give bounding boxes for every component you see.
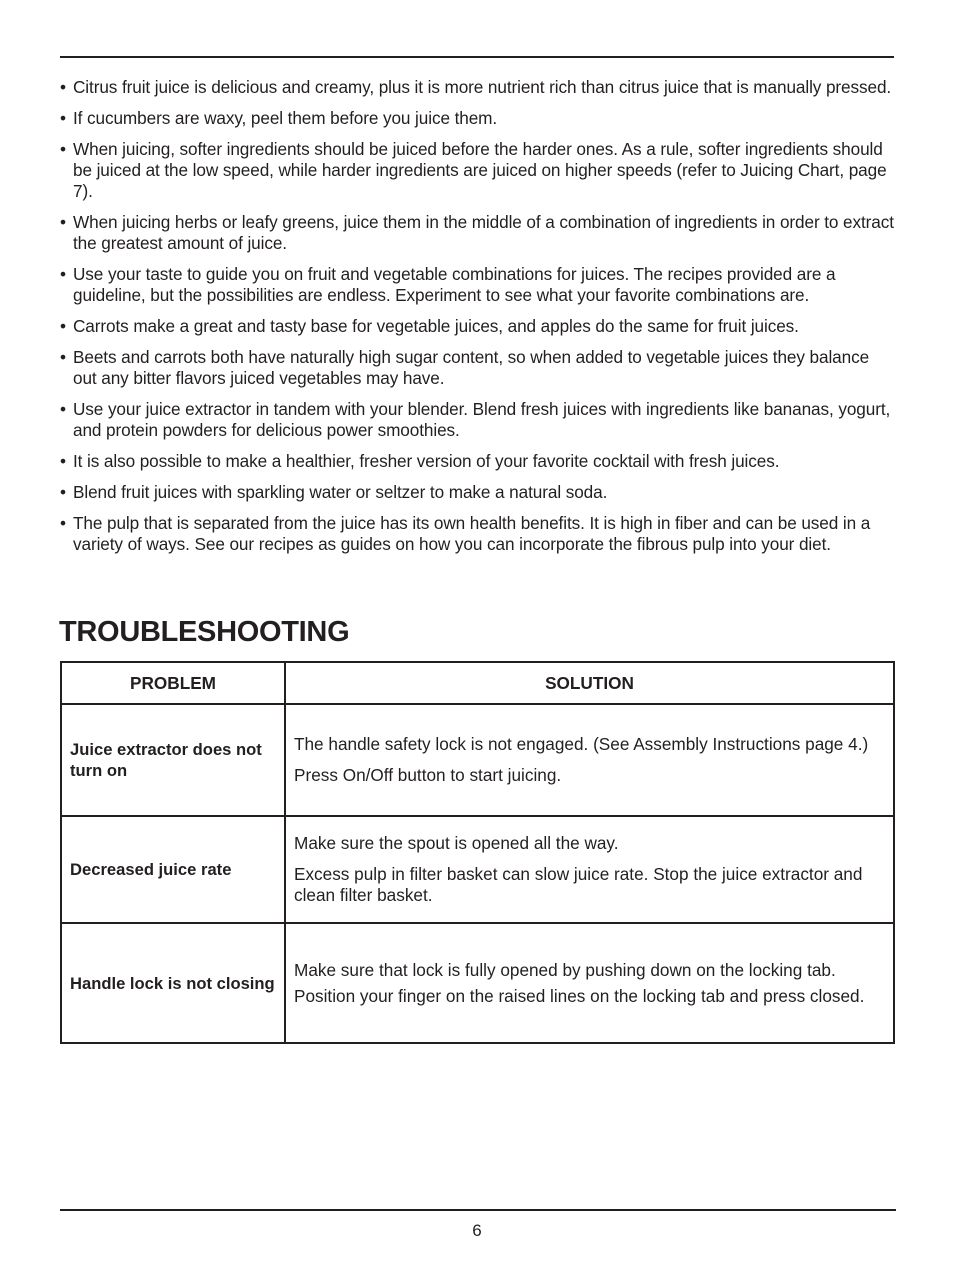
problem-cell: Decreased juice rate [61,816,285,923]
solution-text: Make sure the spout is opened all the way. [294,833,619,853]
solution-text: Make sure that lock is fully opened by pushing down on the locking tab. [294,959,836,980]
tip-item: • When juicing herbs or leafy greens, juice them in the middle of a combination of ingredients in order to extract the greatest amount of juice. [60,212,896,254]
tip-item: • Blend fruit juices with sparkling water or seltzer to make a natural soda. [60,482,896,503]
tip-item: • Use your taste to guide you on fruit and vegetable combinations for juices. The recipes provided are a guideline, but the possibilities are endless. Experiment to see what your favorite combinations are. [60,264,896,306]
tip-item: • When juicing, softer ingredients should be juiced before the harder ones. As a rule, softer ingredients should be juiced at the low speed, while harder ingredients are juiced on higher speeds (refer to Juicing Chart, page 7). [60,139,896,202]
tips-list [60,77,896,565]
solution-text: Press On/Off button to start juicing. [294,765,562,785]
solution-column-header: SOLUTION [285,662,894,704]
solution-cell [285,816,894,923]
solution-cell [285,923,894,1043]
tip-item: • Citrus fruit juice is delicious and creamy, plus it is more nutrient rich than citrus juice that is manually pressed. [60,77,896,98]
table-row [61,704,894,816]
solution-text: Position your finger on the raised lines on the locking tab and press closed. [294,985,865,1006]
table-row [61,923,894,1043]
troubleshooting-table [60,661,895,1044]
tip-item: • Carrots make a great and tasty base for vegetable juices, and apples do the same for fruit juices. [60,316,896,337]
troubleshooting-heading: TROUBLESHOOTING [59,616,350,648]
page-number: 6 [472,1221,482,1240]
problem-cell: Handle lock is not closing [61,923,285,1043]
tip-item: • Use your juice extractor in tandem with your blender. Blend fresh juices with ingredients like bananas, yogurt, and protein powders for delicious power smoothies. [60,399,896,441]
tip-item: • It is also possible to make a healthier, fresher version of your favorite cocktail with fresh juices. [60,451,896,472]
problem-column-header: PROBLEM [61,662,285,704]
solution-text: Excess pulp in filter basket can slow juice rate. Stop the juice extractor and clean filter basket. [294,864,863,905]
table-header-row [61,662,894,704]
solution-cell [285,704,894,816]
bottom-divider [60,1209,896,1211]
table-row [61,816,894,923]
top-divider [60,56,894,58]
tip-item: • If cucumbers are waxy, peel them before you juice them. [60,108,896,129]
tip-item: • Beets and carrots both have naturally high sugar content, so when added to vegetable juices they balance out any bitter flavors juiced vegetables may have. [60,347,896,389]
tip-item: • The pulp that is separated from the juice has its own health benefits. It is high in fiber and can be used in a variety of ways. See our recipes as guides on how you can incorporate the fibrous pulp into your diet. [60,513,896,555]
solution-text: The handle safety lock is not engaged. (See Assembly Instructions page 4.) [294,734,869,754]
problem-cell: Juice extractor does not turn on [61,704,285,816]
